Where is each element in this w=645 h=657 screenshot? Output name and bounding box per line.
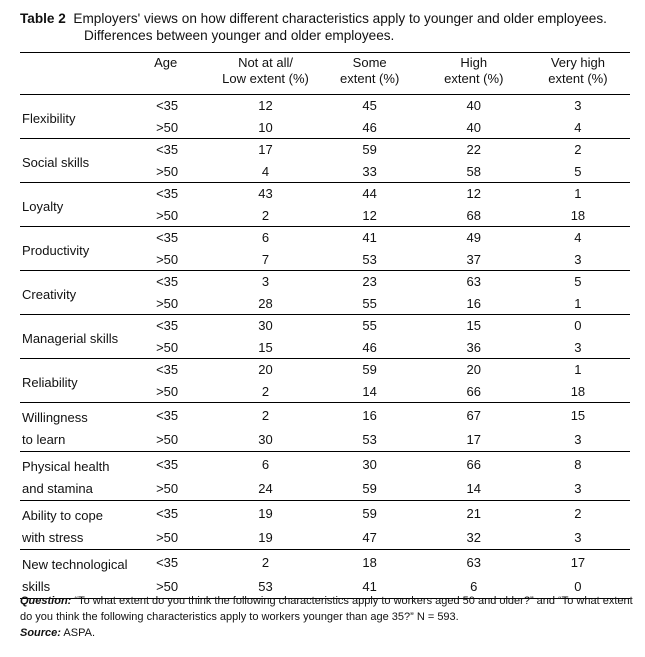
characteristic-group <box>20 501 630 550</box>
value-cell: 66 <box>466 456 482 472</box>
value-cell: 18 <box>570 383 586 399</box>
value-cell: 59 <box>362 142 377 158</box>
age-cell: >50 <box>156 578 179 594</box>
question-note <box>20 593 635 625</box>
table-row <box>20 452 630 477</box>
value-cell: 19 <box>258 505 273 521</box>
value-cell: 2 <box>261 407 270 423</box>
header-high: High extent (%) <box>444 55 504 86</box>
value-cell: 17 <box>570 554 586 570</box>
value-cell: 58 <box>466 163 482 179</box>
value-cell: 2 <box>574 142 582 158</box>
characteristic-name <box>20 550 150 599</box>
table-row <box>20 139 630 161</box>
value-cell: 14 <box>466 480 482 496</box>
value-cell: 2 <box>261 554 270 570</box>
age-cell: <35 <box>156 318 179 334</box>
value-cell: 55 <box>362 295 377 311</box>
value-cell: 3 <box>574 98 582 114</box>
source-text: ASPA. <box>63 627 96 639</box>
value-cell: 30 <box>362 456 377 472</box>
characteristic-name-line: skills <box>22 579 51 594</box>
value-cell: 5 <box>574 274 582 290</box>
value-cell: 66 <box>466 383 482 399</box>
value-cell: 21 <box>466 505 482 521</box>
characteristic-name <box>20 139 150 183</box>
value-cell: 15 <box>258 339 273 355</box>
value-cell: 12 <box>362 207 377 223</box>
characteristic-name <box>20 95 150 139</box>
value-cell: 3 <box>574 480 582 496</box>
value-cell: 55 <box>362 318 377 334</box>
age-cell: <35 <box>156 407 179 423</box>
age-cell: >50 <box>156 251 179 267</box>
characteristic-name-line: Productivity <box>22 242 90 258</box>
value-cell: 59 <box>362 505 377 521</box>
value-cell: 5 <box>574 163 582 179</box>
value-cell: 14 <box>362 383 377 399</box>
characteristic-group <box>20 271 630 315</box>
table-row <box>20 183 630 205</box>
value-cell: 8 <box>574 456 582 472</box>
characteristic-name-line: Creativity <box>22 286 77 302</box>
value-cell: 7 <box>261 251 270 267</box>
characteristic-name <box>20 271 150 315</box>
value-cell: 12 <box>466 186 482 202</box>
value-cell: 4 <box>574 119 582 135</box>
value-cell: 3 <box>574 339 582 355</box>
value-cell: 30 <box>258 431 273 447</box>
age-cell: >50 <box>156 480 179 496</box>
value-cell: 37 <box>466 251 482 267</box>
value-cell: 3 <box>574 251 582 267</box>
characteristic-name-line: to learn <box>22 432 66 447</box>
value-cell: 6 <box>261 230 270 246</box>
table-notes <box>20 593 635 641</box>
table-row <box>20 227 630 249</box>
age-cell: <35 <box>156 274 179 290</box>
characteristic-name <box>20 183 150 227</box>
table-row <box>20 550 630 575</box>
value-cell: 0 <box>574 578 582 594</box>
value-cell: 59 <box>362 480 377 496</box>
table-label: Table 2 <box>20 11 66 26</box>
value-cell: 12 <box>258 98 273 114</box>
characteristic-group <box>20 227 630 271</box>
table-row <box>20 359 630 381</box>
age-cell: >50 <box>156 295 179 311</box>
value-cell: 53 <box>362 431 377 447</box>
table-row <box>20 271 630 293</box>
value-cell: 3 <box>574 529 582 545</box>
value-cell: 20 <box>466 362 482 378</box>
header-very-high: Very high extent (%) <box>548 55 608 86</box>
value-cell: 6 <box>470 578 478 594</box>
characteristic-name-line: Social skills <box>22 154 90 170</box>
characteristic-name-line: Reliability <box>22 374 78 390</box>
characteristic-group <box>20 95 630 139</box>
header-some: Some extent (%) <box>340 55 400 86</box>
age-cell: <35 <box>156 98 179 114</box>
value-cell: 47 <box>362 529 377 545</box>
value-cell: 17 <box>466 431 482 447</box>
age-cell: >50 <box>156 339 179 355</box>
question-label: Question: <box>20 595 72 607</box>
table-row <box>20 315 630 337</box>
characteristic-group <box>20 403 630 452</box>
characteristic-name <box>20 315 150 359</box>
age-cell: >50 <box>156 207 179 223</box>
value-cell: 46 <box>362 119 377 135</box>
age-cell: <35 <box>156 456 179 472</box>
value-cell: 1 <box>574 186 582 202</box>
characteristic-group <box>20 452 630 501</box>
age-cell: >50 <box>156 529 179 545</box>
value-cell: 2 <box>261 383 270 399</box>
value-cell: 4 <box>261 163 270 179</box>
characteristic-name <box>20 359 150 403</box>
value-cell: 68 <box>466 207 482 223</box>
age-cell: <35 <box>156 186 179 202</box>
value-cell: 17 <box>258 142 273 158</box>
value-cell: 36 <box>466 339 482 355</box>
characteristic-name-line: and stamina <box>22 481 93 496</box>
value-cell: 0 <box>574 318 582 334</box>
age-cell: >50 <box>156 431 179 447</box>
value-cell: 32 <box>466 529 482 545</box>
value-cell: 2 <box>261 207 270 223</box>
table-row <box>20 501 630 526</box>
value-cell: 33 <box>362 163 377 179</box>
value-cell: 41 <box>362 230 377 246</box>
value-cell: 1 <box>574 295 582 311</box>
table-row <box>20 403 630 428</box>
characteristic-name-line: Loyalty <box>22 198 64 214</box>
value-cell: 59 <box>362 362 377 378</box>
age-cell: <35 <box>156 142 179 158</box>
header-age: Age <box>154 55 178 70</box>
characteristic-group <box>20 139 630 183</box>
value-cell: 6 <box>261 456 270 472</box>
value-cell: 44 <box>362 186 377 202</box>
question-text: “To what extent do you think the following characteristics apply to workers aged 50 and older?” and “To what extent do you think the following characteristics apply to workers younger than age 35?” N = 593. <box>20 595 633 623</box>
value-cell: 4 <box>574 230 582 246</box>
value-cell: 10 <box>258 119 273 135</box>
value-cell: 15 <box>570 407 586 423</box>
value-cell: 16 <box>466 295 482 311</box>
value-cell: 30 <box>258 318 273 334</box>
value-cell: 28 <box>258 295 273 311</box>
value-cell: 19 <box>258 529 273 545</box>
characteristic-name <box>20 227 150 271</box>
characteristic-name-line: Ability to cope <box>22 508 103 523</box>
value-cell: 53 <box>362 251 377 267</box>
characteristic-group <box>20 183 630 227</box>
age-cell: <35 <box>156 554 179 570</box>
source-label: Source: <box>20 627 61 639</box>
age-cell: <35 <box>156 505 179 521</box>
value-cell: 23 <box>362 274 377 290</box>
value-cell: 63 <box>466 274 482 290</box>
characteristic-name-line: Physical health <box>22 459 110 474</box>
table-row <box>20 95 630 117</box>
value-cell: 40 <box>466 98 482 114</box>
value-cell: 41 <box>362 578 377 594</box>
data-table <box>20 52 630 599</box>
value-cell: 24 <box>258 480 273 496</box>
value-cell: 53 <box>258 578 273 594</box>
characteristic-name-line: New technological <box>22 557 128 572</box>
value-cell: 67 <box>466 407 482 423</box>
characteristic-group <box>20 359 630 403</box>
value-cell: 15 <box>466 318 482 334</box>
characteristic-name <box>20 501 150 550</box>
value-cell: 63 <box>466 554 482 570</box>
age-cell: >50 <box>156 119 179 135</box>
value-cell: 18 <box>362 554 377 570</box>
header-row <box>20 53 630 95</box>
value-cell: 22 <box>466 142 482 158</box>
header-not-at-all: Not at all/ Low extent (%) <box>222 55 309 86</box>
value-cell: 1 <box>574 362 582 378</box>
age-cell: >50 <box>156 383 179 399</box>
characteristic-group <box>20 315 630 359</box>
value-cell: 45 <box>362 98 377 114</box>
characteristic-group <box>20 550 630 599</box>
characteristic-name <box>20 403 150 452</box>
value-cell: 3 <box>261 274 270 290</box>
characteristic-name-line: Willingness <box>22 410 88 425</box>
value-cell: 2 <box>574 505 582 521</box>
caption-line-1 <box>20 10 635 27</box>
header-characteristic <box>20 53 150 95</box>
caption-line-2: Differences between younger and older employees. <box>84 28 395 43</box>
age-cell: <35 <box>156 362 179 378</box>
source-note <box>20 625 635 641</box>
age-cell: <35 <box>156 230 179 246</box>
characteristic-name-line: with stress <box>22 530 84 545</box>
caption-title: Employers' views on how different characteristics apply to younger and older employees. <box>73 11 607 26</box>
value-cell: 20 <box>258 362 273 378</box>
value-cell: 46 <box>362 339 377 355</box>
value-cell: 49 <box>466 230 482 246</box>
value-cell: 3 <box>574 431 582 447</box>
value-cell: 16 <box>362 407 377 423</box>
characteristic-name <box>20 452 150 501</box>
characteristic-name-line: Managerial skills <box>22 330 119 346</box>
value-cell: 43 <box>258 186 273 202</box>
table-caption <box>20 10 635 44</box>
characteristic-name-line: Flexibility <box>22 110 76 126</box>
age-cell: >50 <box>156 163 179 179</box>
value-cell: 18 <box>570 207 586 223</box>
value-cell: 40 <box>466 119 482 135</box>
